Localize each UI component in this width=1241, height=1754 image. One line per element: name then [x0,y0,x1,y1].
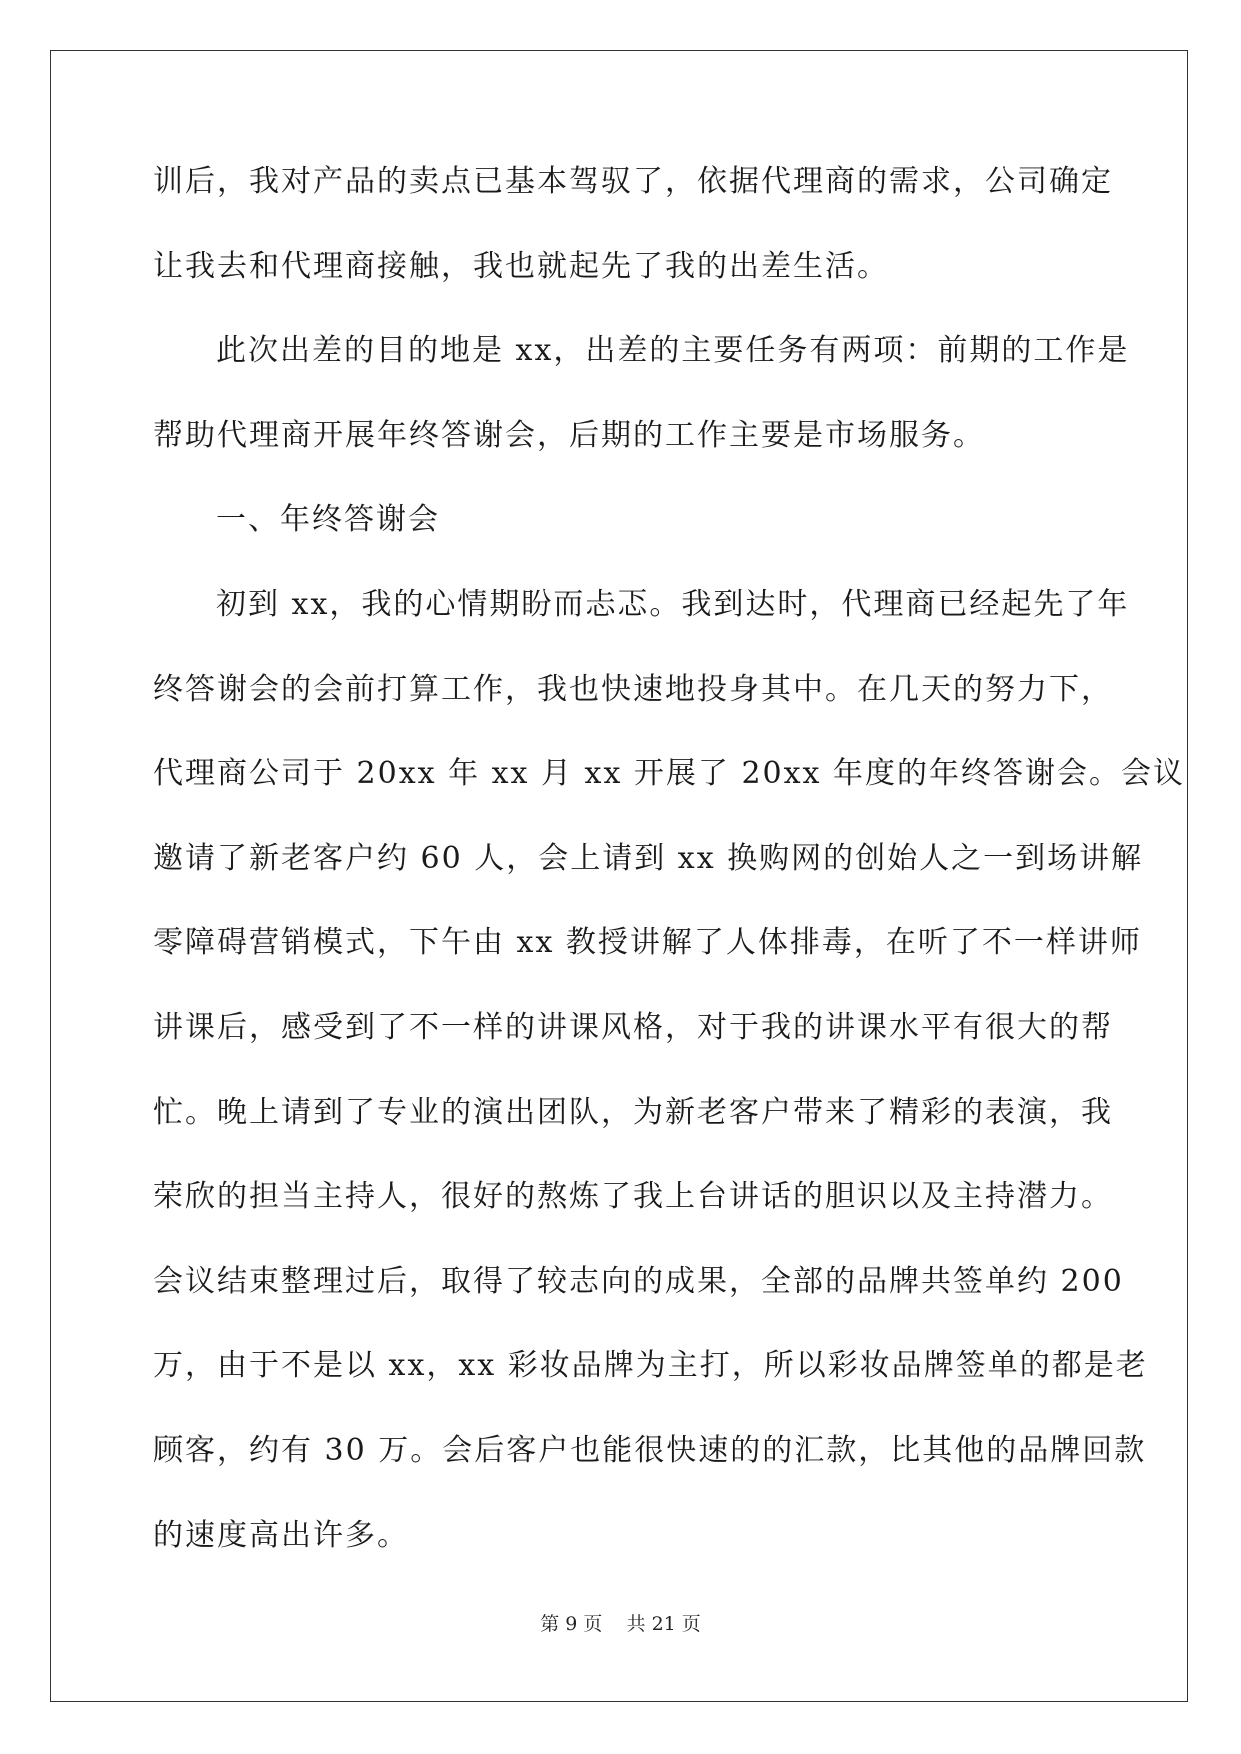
document-body [153,160,1185,1598]
text-line: 荣欣的担当主持人，很好的熬炼了我上台讲话的胆识以及主持潜力。 [153,1179,1113,1215]
text-line: 忙。晚上请到了专业的演出团队，为新老客户带来了精彩的表演，我 [153,1094,1113,1130]
page-footer [0,1612,1241,1636]
text-line: 零障碍营销模式，下午由 xx 教授讲解了人体排毒，在听了不一样讲师 [153,925,1142,961]
footer-spacer [602,1613,626,1635]
text-line: 的速度高出许多。 [153,1517,409,1553]
text-line: 帮助代理商开展年终答谢会，后期的工作主要是市场服务。 [153,417,985,453]
text-line: 邀请了新老客户约 60 人，会上请到 xx 换购网的创始人之一到场讲解 [153,840,1144,876]
text-line: 训后，我对产品的卖点已基本驾驭了，依据代理商的需求，公司确定 [153,164,1113,199]
section-heading: 一、年终答谢会 [216,502,440,538]
text-line: 万，由于不是以 xx，xx 彩妆品牌为主打，所以彩妆品牌签单的都是老 [153,1348,1148,1384]
text-line: 讲课后，感受到了不一样的讲课风格，对于我的讲课水平有很大的帮 [153,1009,1113,1045]
text-line: 代理商公司于 20xx 年 xx 月 xx 开展了 20xx 年度的年终答谢会。会议 [153,756,1185,792]
page-number: 第 9 页 [540,1613,603,1635]
text-line: 顾客，约有 30 万。会后客户也能很快速的的汇款，比其他的品牌回款 [153,1432,1147,1468]
text-line: 让我去和代理商接触，我也就起先了我的出差生活。 [153,248,889,284]
page-total: 共 21 页 [626,1613,701,1635]
text-line: 终答谢会的会前打算工作，我也快速地投身其中。在几天的努力下， [153,671,1113,707]
paragraph-start: 初到 xx，我的心情期盼而忐忑。我到达时，代理商已经起先了年 [216,586,1130,622]
paragraph-start: 此次出差的目的地是 xx，出差的主要任务有两项：前期的工作是 [216,333,1130,369]
text-line: 会议结束整理过后，取得了较志向的成果，全部的品牌共签单约 200 [153,1263,1124,1299]
